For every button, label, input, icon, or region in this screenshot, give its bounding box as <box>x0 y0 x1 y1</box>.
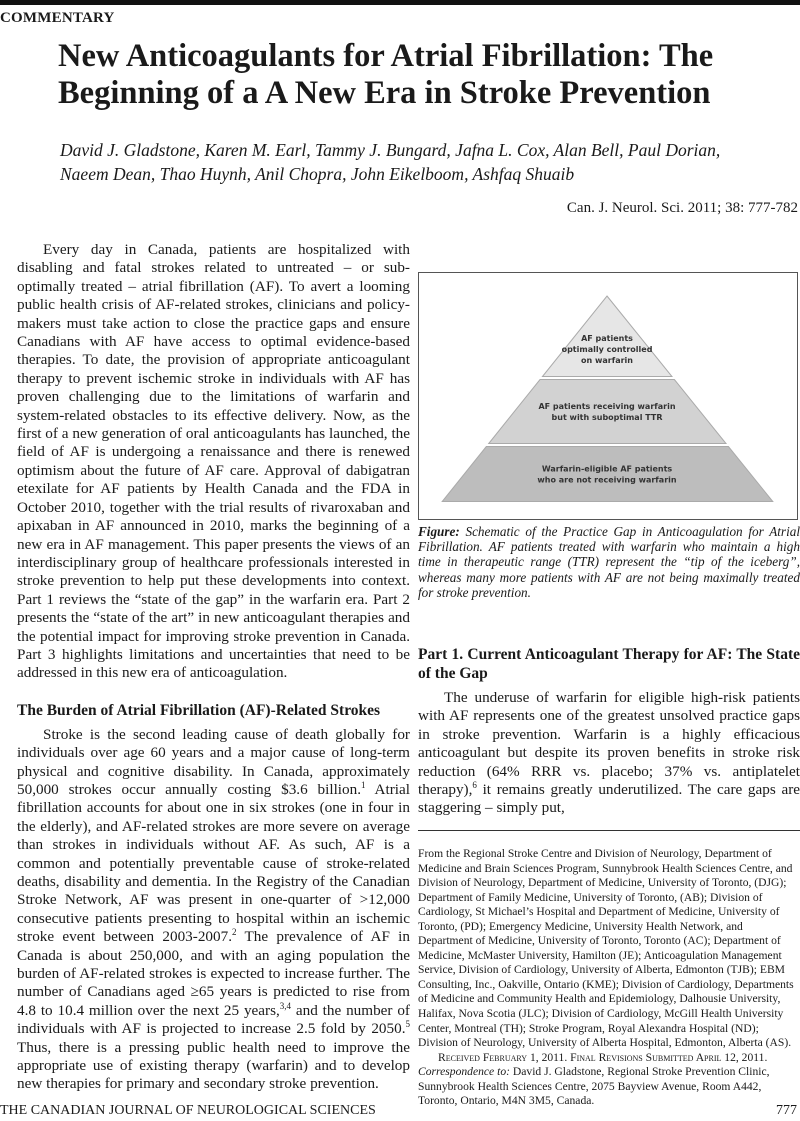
reference-superscript: 2 <box>232 927 237 938</box>
page-number: 777 <box>776 1103 797 1118</box>
article-title <box>58 38 798 112</box>
reference-superscript: 1 <box>361 779 366 790</box>
text-segment: and the number of individuals with AF is projected to increase 2.5 fold by 2050. <box>17 1001 410 1038</box>
figure-caption <box>418 524 800 600</box>
correspondence <box>418 1065 800 1109</box>
text-segment: The prevalence of AF in Canada is about 250,000, and with an aging population the burden of AF-related strokes is expected to increase further. The number of Canadians aged ≥65 years is predicted to rise from 4.8 to 10.4 million over the next 25 years, <box>17 928 410 1019</box>
pyramid-diagram <box>419 273 796 518</box>
authors-line: David J. Gladstone, Karen M. Earl, Tammy J. Bungard, Jafna L. Cox, Alan Bell, Paul Dorian, <box>60 140 721 160</box>
burden-paragraph <box>17 726 410 1094</box>
figure-pyramid <box>418 272 798 520</box>
part1-paragraph <box>418 689 800 818</box>
text-segment: The underuse of warfarin for eligible high-risk patients with AF represents one of the greatest unsolved practice gaps in stroke prevention. Warfarin is a highly efficacious anticoagulant but despite its proven benefits in stroke risk reduction (64% RRR vs. placebo; 37% vs. antiplatelet therapy), <box>418 689 800 799</box>
reference-superscript: 6 <box>472 779 477 790</box>
footer-journal: THE CANADIAN JOURNAL OF NEUROLOGICAL SCIENCES <box>0 1103 376 1118</box>
pyramid-tier-2 <box>489 380 726 444</box>
pyramid-tier-label: Warfarin-eligible AF patients who are not receiving warfarin <box>537 464 677 485</box>
footnote-rule <box>418 830 800 831</box>
section-heading: The Burden of Atrial Fibrillation (AF)-Related Strokes <box>17 701 381 719</box>
text-segment: Atrial fibrillation accounts for about one in six strokes (one in four in the elderly), and AF-related strokes are more severe on average than strokes in individuals without AF. As such, AF is a common and potentially preventable cause of stroke-related deaths, disability and dementia. In the Registry of the Canadian Stroke Network, AF was present in one-quarter of >12,000 consecutive patients presenting to hospital within an ischemic stroke event between 2003-2007. <box>17 780 410 946</box>
section-heading: Part 1. Current Anticoagulant Therapy for AF: The State of the Gap <box>418 646 800 682</box>
right-column <box>418 645 800 818</box>
citation: Can. J. Neurol. Sci. 2011; 38: 777-782 <box>566 200 798 216</box>
pyramid-tier-3 <box>442 447 773 502</box>
left-column <box>17 241 410 1094</box>
title-line: New Anticoagulants for Atrial Fibrillation: The <box>58 38 714 74</box>
affiliations: From the Regional Stroke Centre and Division of Neurology, Department of Medicine and Brain Sciences Program, Sunnybrook Health Sciences Centre, and Division of Neurology, Department of Medicine, University of Toronto, (DJG); Department of Family Medicine, University of Toronto, (AB); Division of Cardiology, St Michael’s Hospital and Department of Medicine, University of Toronto, (PD); Emergency Medicine, University Health Network, and Department of Medicine, University of Toronto, Toronto (AC); Department of Medicine, McMaster University, Hamilton (JE); Anticoagulation Management Service, Division of Cardiology, University of Alberta, Edmonton (TJB); EBM Consulting, Inc., Oakville, Ontario (KME); Division of Cardiology, Departments of Medicine and Community Health and Epidemiology, Dalhousie University, Halifax, Nova Scotia (JLC); Division of Cardiology, McGill Health University Center, Montreal (TH); Stroke Program, Royal Alexandra Hospital (ND); Division of Neurology, University of Alberta Hospital, Edmonton, Alberta (AS). <box>418 847 794 1050</box>
text-segment: Thus, there is a pressing public health need to improve the appropriate use of existing therapy (warfarin) and to develop new therapies for primary and secondary stroke prevention. <box>17 1038 410 1093</box>
pyramid-tier-label: AF patients receiving warfarin but with suboptimal TTR <box>538 402 676 422</box>
intro-paragraph <box>17 241 410 683</box>
authors-line: Naeem Dean, Thao Huynh, Anil Chopra, John Eikelboom, Ashfaq Shuaib <box>60 164 575 184</box>
correspondence-label: Correspondence to: <box>418 1065 510 1079</box>
section-label: COMMENTARY <box>0 10 115 26</box>
title-line: Beginning of a A New Era in Stroke Prevention <box>58 75 711 111</box>
footnote <box>418 847 800 1109</box>
pyramid-tier-label: AF patients optimally controlled on warfarin <box>561 334 653 365</box>
received-dates: Received February 1, 2011. Final Revisions Submitted April 12, 2011. <box>438 1050 768 1064</box>
text-segment: Every day in Canada, patients are hospitalized with disabling and fatal strokes related to untreated – or sub-optimally treated – atrial fibrillation (AF). To avert a looming public health crisis of AF-related strokes, clinicians and policy-makers must take action to close the practice gaps and ensure Canadians with AF have access to optimal evidence-based therapies. To date, the provision of appropriate anticoagulant therapy to prevent ischemic stroke in individuals with AF has proven challenging due to the limitations of warfarin and system-related obstacles to its effective delivery. Now, as the first of a new generation of oral anticoagulants has launched, the field of AF is undergoing a renaissance and there is renewed optimism about the future of AF care. Approval of dabigatran etexilate for AF patients by Health Canada and the FDA in October 2010, together with the trial results of rivaroxaban and apixaban in AF announced in 2010, marks the beginning of a new era in AF management. This paper presents the views of an interdisciplinary group of healthcare professionals interested in stroke prevention to help put these developments into context. Part 1 reviews the “state of the gap” in the warfarin era. Part 2 presents the “state of the art” in new anticoagulant therapies and the potential impact for improving stroke prevention in Canada. Part 3 highlights limitations and uncertainties that need to be addressed in this new era of anticoagulation. <box>17 241 410 682</box>
reference-superscript: 3,4 <box>279 1000 292 1011</box>
caption-text: Schematic of the Practice Gap in Anticoagulation for Atrial Fibrillation. AF patients treated with warfarin who maintain a high time in therapeutic range (TTR) represent the “tip of the iceberg”, whereas many more patients with AF are not being maximally treated for stroke prevention. <box>418 524 800 600</box>
caption-label: Figure: <box>418 524 460 539</box>
correspondence-text: David J. Gladstone, Regional Stroke Prevention Clinic, Sunnybrook Health Sciences Centre, 2075 Bayview Avenue, Room A442, Toronto, Ontario, M4N 3M5, Canada. <box>418 1065 770 1108</box>
text-segment: it remains greatly underutilized. The care gaps are staggering – simply put, <box>418 781 800 817</box>
reference-superscript: 5 <box>405 1019 410 1030</box>
authors <box>60 138 800 186</box>
text-segment: Stroke is the second leading cause of death globally for individuals over age 60 years and a major cause of long-term physical and cognitive disability. In Canada, approximately 50,000 strokes occur annually costing $3.6 billion. <box>17 725 410 798</box>
header-rule <box>0 0 800 5</box>
